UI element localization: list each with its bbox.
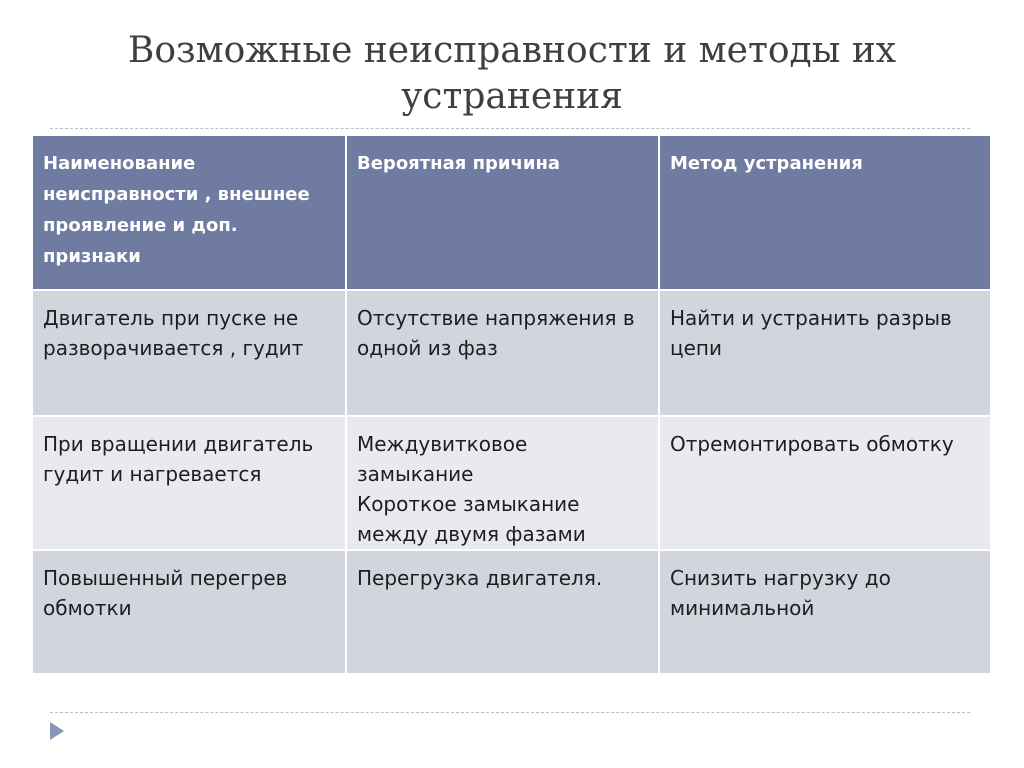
cell-method xyxy=(659,550,991,674)
cell-cause xyxy=(346,550,659,674)
cell-fault-text: Двигатель при пуске не разворачивается , гудит xyxy=(43,306,304,360)
cell-cause xyxy=(346,290,659,416)
triangle-right-icon xyxy=(50,722,64,740)
cell-fault xyxy=(33,416,346,550)
table-row xyxy=(33,550,991,674)
cell-cause-text: Междувитковое замыкание Короткое замыкание между двумя фазами xyxy=(357,432,586,546)
slide-title-line-2: устранения xyxy=(401,76,623,117)
cell-method-text: Отремонтировать обмотку xyxy=(670,432,954,456)
faults-table xyxy=(33,136,992,675)
cell-method-text: Найти и устранить разрыв цепи xyxy=(670,306,952,360)
top-divider xyxy=(50,128,970,129)
slide-title-line-1: Возможные неисправности и методы их xyxy=(127,30,897,71)
cell-fault xyxy=(33,550,346,674)
header-cause: Вероятная причина xyxy=(346,136,659,290)
table-header-row xyxy=(33,136,991,290)
cell-method-text: Снизить нагрузку до минимальной xyxy=(670,566,891,620)
cell-method xyxy=(659,290,991,416)
cell-cause xyxy=(346,416,659,550)
table-row xyxy=(33,416,991,550)
table-row xyxy=(33,290,991,416)
cell-fault-text: Повышенный перегрев обмотки xyxy=(43,566,288,620)
bottom-divider xyxy=(50,712,970,713)
cell-cause-text: Перегрузка двигателя. xyxy=(357,566,603,590)
cell-fault xyxy=(33,290,346,416)
cell-cause-text: Отсутствие напряжения в одной из фаз xyxy=(357,306,635,360)
header-method: Метод устранения xyxy=(659,136,991,290)
cell-method xyxy=(659,416,991,550)
slide-title xyxy=(0,28,1024,120)
header-fault: Наименование неисправности , внешнее проявление и доп. признаки xyxy=(33,136,346,290)
cell-fault-text: При вращении двигатель гудит и нагревается xyxy=(43,432,314,486)
